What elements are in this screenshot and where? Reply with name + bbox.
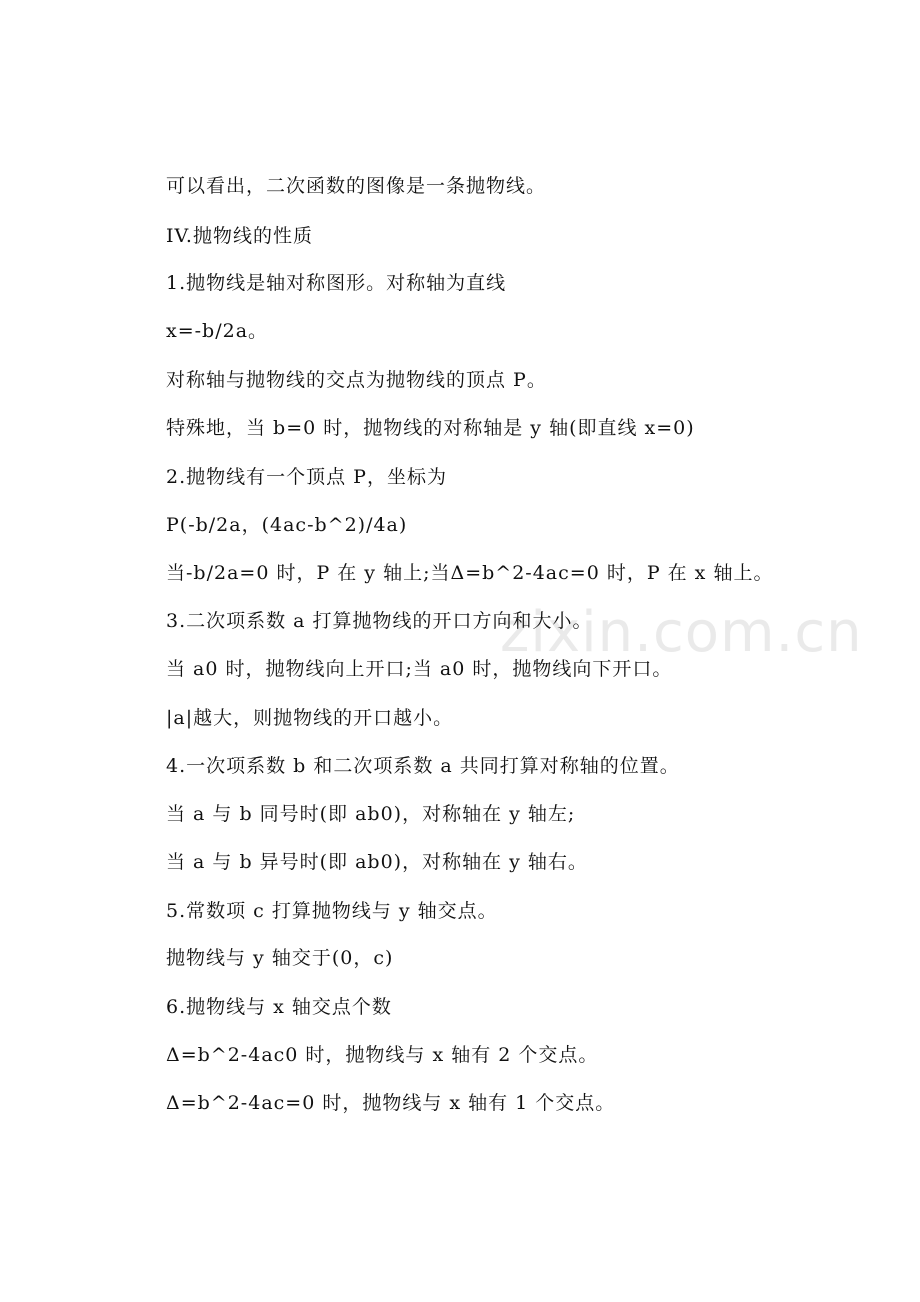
text-line: 4.一次项系数 b 和二次项系数 a 共同打算对称轴的位置。 <box>166 755 680 777</box>
watermark: zixin.com.cn <box>500 600 863 665</box>
text-line: 当 a 与 b 同号时(即 ab0)，对称轴在 y 轴左; <box>166 803 576 825</box>
text-line: |a|越大，则抛物线的开口越小。 <box>166 707 454 729</box>
text-line: 当 a 与 b 异号时(即 ab0)，对称轴在 y 轴右。 <box>166 851 588 873</box>
text-line: 1.抛物线是轴对称图形。对称轴为直线 <box>166 272 507 294</box>
section-heading: IV.抛物线的性质 <box>166 225 313 247</box>
text-line: x=-b/2a。 <box>166 320 269 342</box>
text-line: 对称轴与抛物线的交点为抛物线的顶点 P。 <box>166 369 547 391</box>
text-line: 2.抛物线有一个顶点 P，坐标为 <box>166 466 447 488</box>
text-line: 当 a0 时，抛物线向上开口;当 a0 时，抛物线向下开口。 <box>166 658 673 680</box>
text-line: 5.常数项 c 打算抛物线与 y 轴交点。 <box>166 900 498 922</box>
text-line: Δ=b^2-4ac=0 时，抛物线与 x 轴有 1 个交点。 <box>166 1092 616 1114</box>
text-line: 特殊地，当 b=0 时，抛物线的对称轴是 y 轴(即直线 x=0) <box>166 417 695 439</box>
text-line: 6.抛物线与 x 轴交点个数 <box>166 996 392 1018</box>
text-line: 当-b/2a=0 时，P 在 y 轴上;当Δ=b^2-4ac=0 时，P 在 x 轴上。 <box>166 562 774 584</box>
text-line: 3.二次项系数 a 打算抛物线的开口方向和大小。 <box>166 610 593 632</box>
text-line: 抛物线与 y 轴交于(0，c) <box>166 947 394 969</box>
text-line: P(-b/2a，(4ac-b^2)/4a) <box>166 514 408 536</box>
text-line: 可以看出，二次函数的图像是一条抛物线。 <box>166 175 547 197</box>
text-line: Δ=b^2-4ac0 时，抛物线与 x 轴有 2 个交点。 <box>166 1044 599 1066</box>
